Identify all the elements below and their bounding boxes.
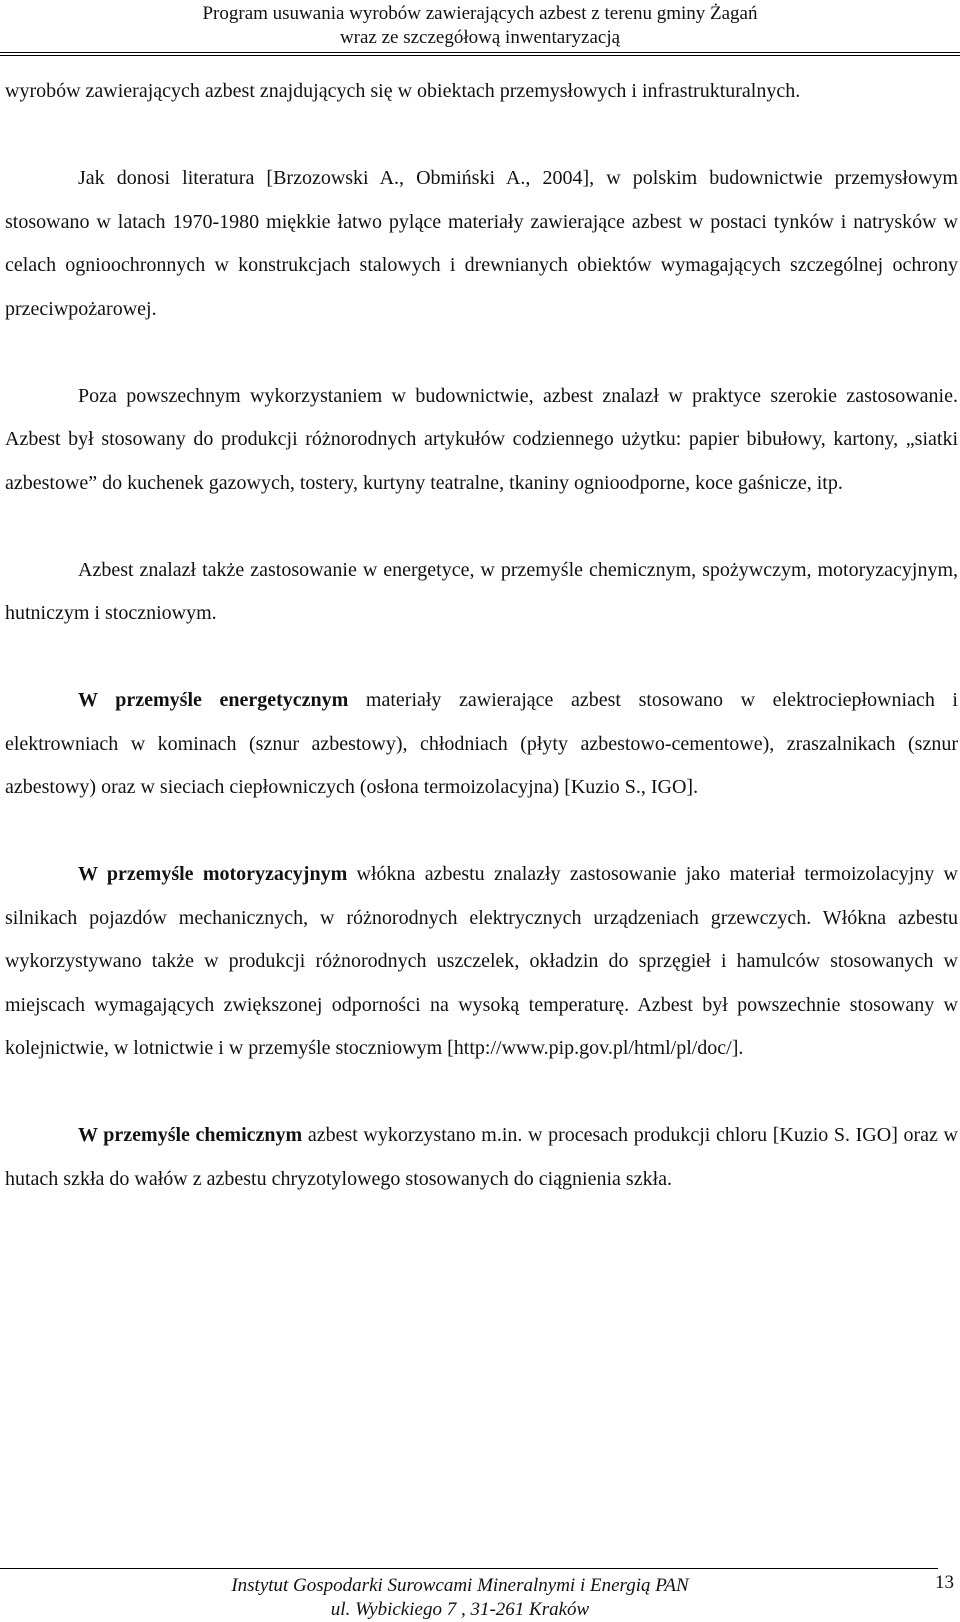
footer-address: ul. Wybickiego 7 , 31-261 Kraków	[330, 1599, 590, 1620]
page-number: 13	[935, 1572, 954, 1593]
paragraph-5-heading: W przemyśle energetycznym	[78, 689, 349, 711]
paragraph-6-text: włókna azbestu znalazły zastosowanie jako materiał termoizolacyjny w silnikach pojazdów mechanicznych, w różnorodnych elektrycznych urządzeniach grzewczych. Włókna azbestu wykorzystywano także w produkcji różnorodnych uszczelek, okładzin do sprzęgieł i hamulców stosowanych w miejscach wymagających zwiększonej odporności na wysoką temperaturę. Azbest był powszechnie stosowany w kolejnictwie, w lotnictwie i w przemyśle stoczniowym [http://www.pip.gov.pl/html/pl/doc/].	[5, 863, 958, 1059]
paragraph-1: wyrobów zawierających azbest znajdujących się w obiektach przemysłowych i infrastrukturalnych.	[5, 80, 801, 102]
footer-institution: Instytut Gospodarki Surowcami Mineralnymi i Energią PAN	[231, 1575, 689, 1596]
header-divider	[0, 52, 960, 53]
header-title: Program usuwania wyrobów zawierających azbest z terenu gminy Żagań	[202, 3, 758, 24]
footer-divider	[0, 1568, 938, 1569]
paragraph-5	[5, 679, 958, 810]
paragraph-7-heading: W przemyśle chemicznym	[78, 1124, 303, 1146]
page-footer	[0, 1574, 920, 1622]
paragraph-2: Jak donosi literatura [Brzozowski A., Obmiński A., 2004], w polskim budownictwie przemysłowym stosowano w latach 1970-1980 miękkie łatwo pylące materiały zawierające azbest w postaci tynków i natrysków w celach ognioochronnych w konstrukcjach stalowych i drewnianych obiektów wymagających szczególnej ochrony przeciwpożarowej.	[5, 167, 958, 320]
paragraph-5-text: materiały zawierające azbest stosowano w elektrociepłowniach i elektrowniach w kominach (sznur azbestowy), chłodniach (płyty azbestowo-cementowe), zraszalnikach (sznur azbestowy) oraz w sieciach ciepłowniczych (osłona termoizolacyjna) [Kuzio S., IGO].	[5, 689, 958, 798]
paragraph-4: Azbest znalazł także zastosowanie w energetyce, w przemyśle chemicznym, spożywczym, motoryzacyjnym, hutniczym i stoczniowym.	[5, 558, 958, 624]
paragraph-6	[5, 853, 958, 1071]
paragraph-7-text: azbest wykorzystano m.in. w procesach produkcji chloru [Kuzio S. IGO] oraz w hutach szkła do wałów z azbestu chryzotylowego stosowanych do ciągnienia szkła.	[5, 1124, 958, 1190]
paragraph-7	[5, 1114, 958, 1201]
paragraph-6-heading: W przemyśle motoryzacyjnym	[78, 863, 348, 885]
header-divider-double	[0, 55, 960, 56]
document-body	[5, 70, 958, 1201]
page-header	[0, 0, 960, 50]
header-subtitle: wraz ze szczegółową inwentaryzacją	[339, 27, 621, 48]
paragraph-3: Poza powszechnym wykorzystaniem w budownictwie, azbest znalazł w praktyce szerokie zastosowanie. Azbest był stosowany do produkcji różnorodnych artykułów codziennego użytku: papier bibułowy, kartony, „siatki azbestowe” do kuchenek gazowych, tostery, kurtyny teatralne, tkaniny ognioodporne, koce gaśnicze, itp.	[5, 384, 958, 494]
